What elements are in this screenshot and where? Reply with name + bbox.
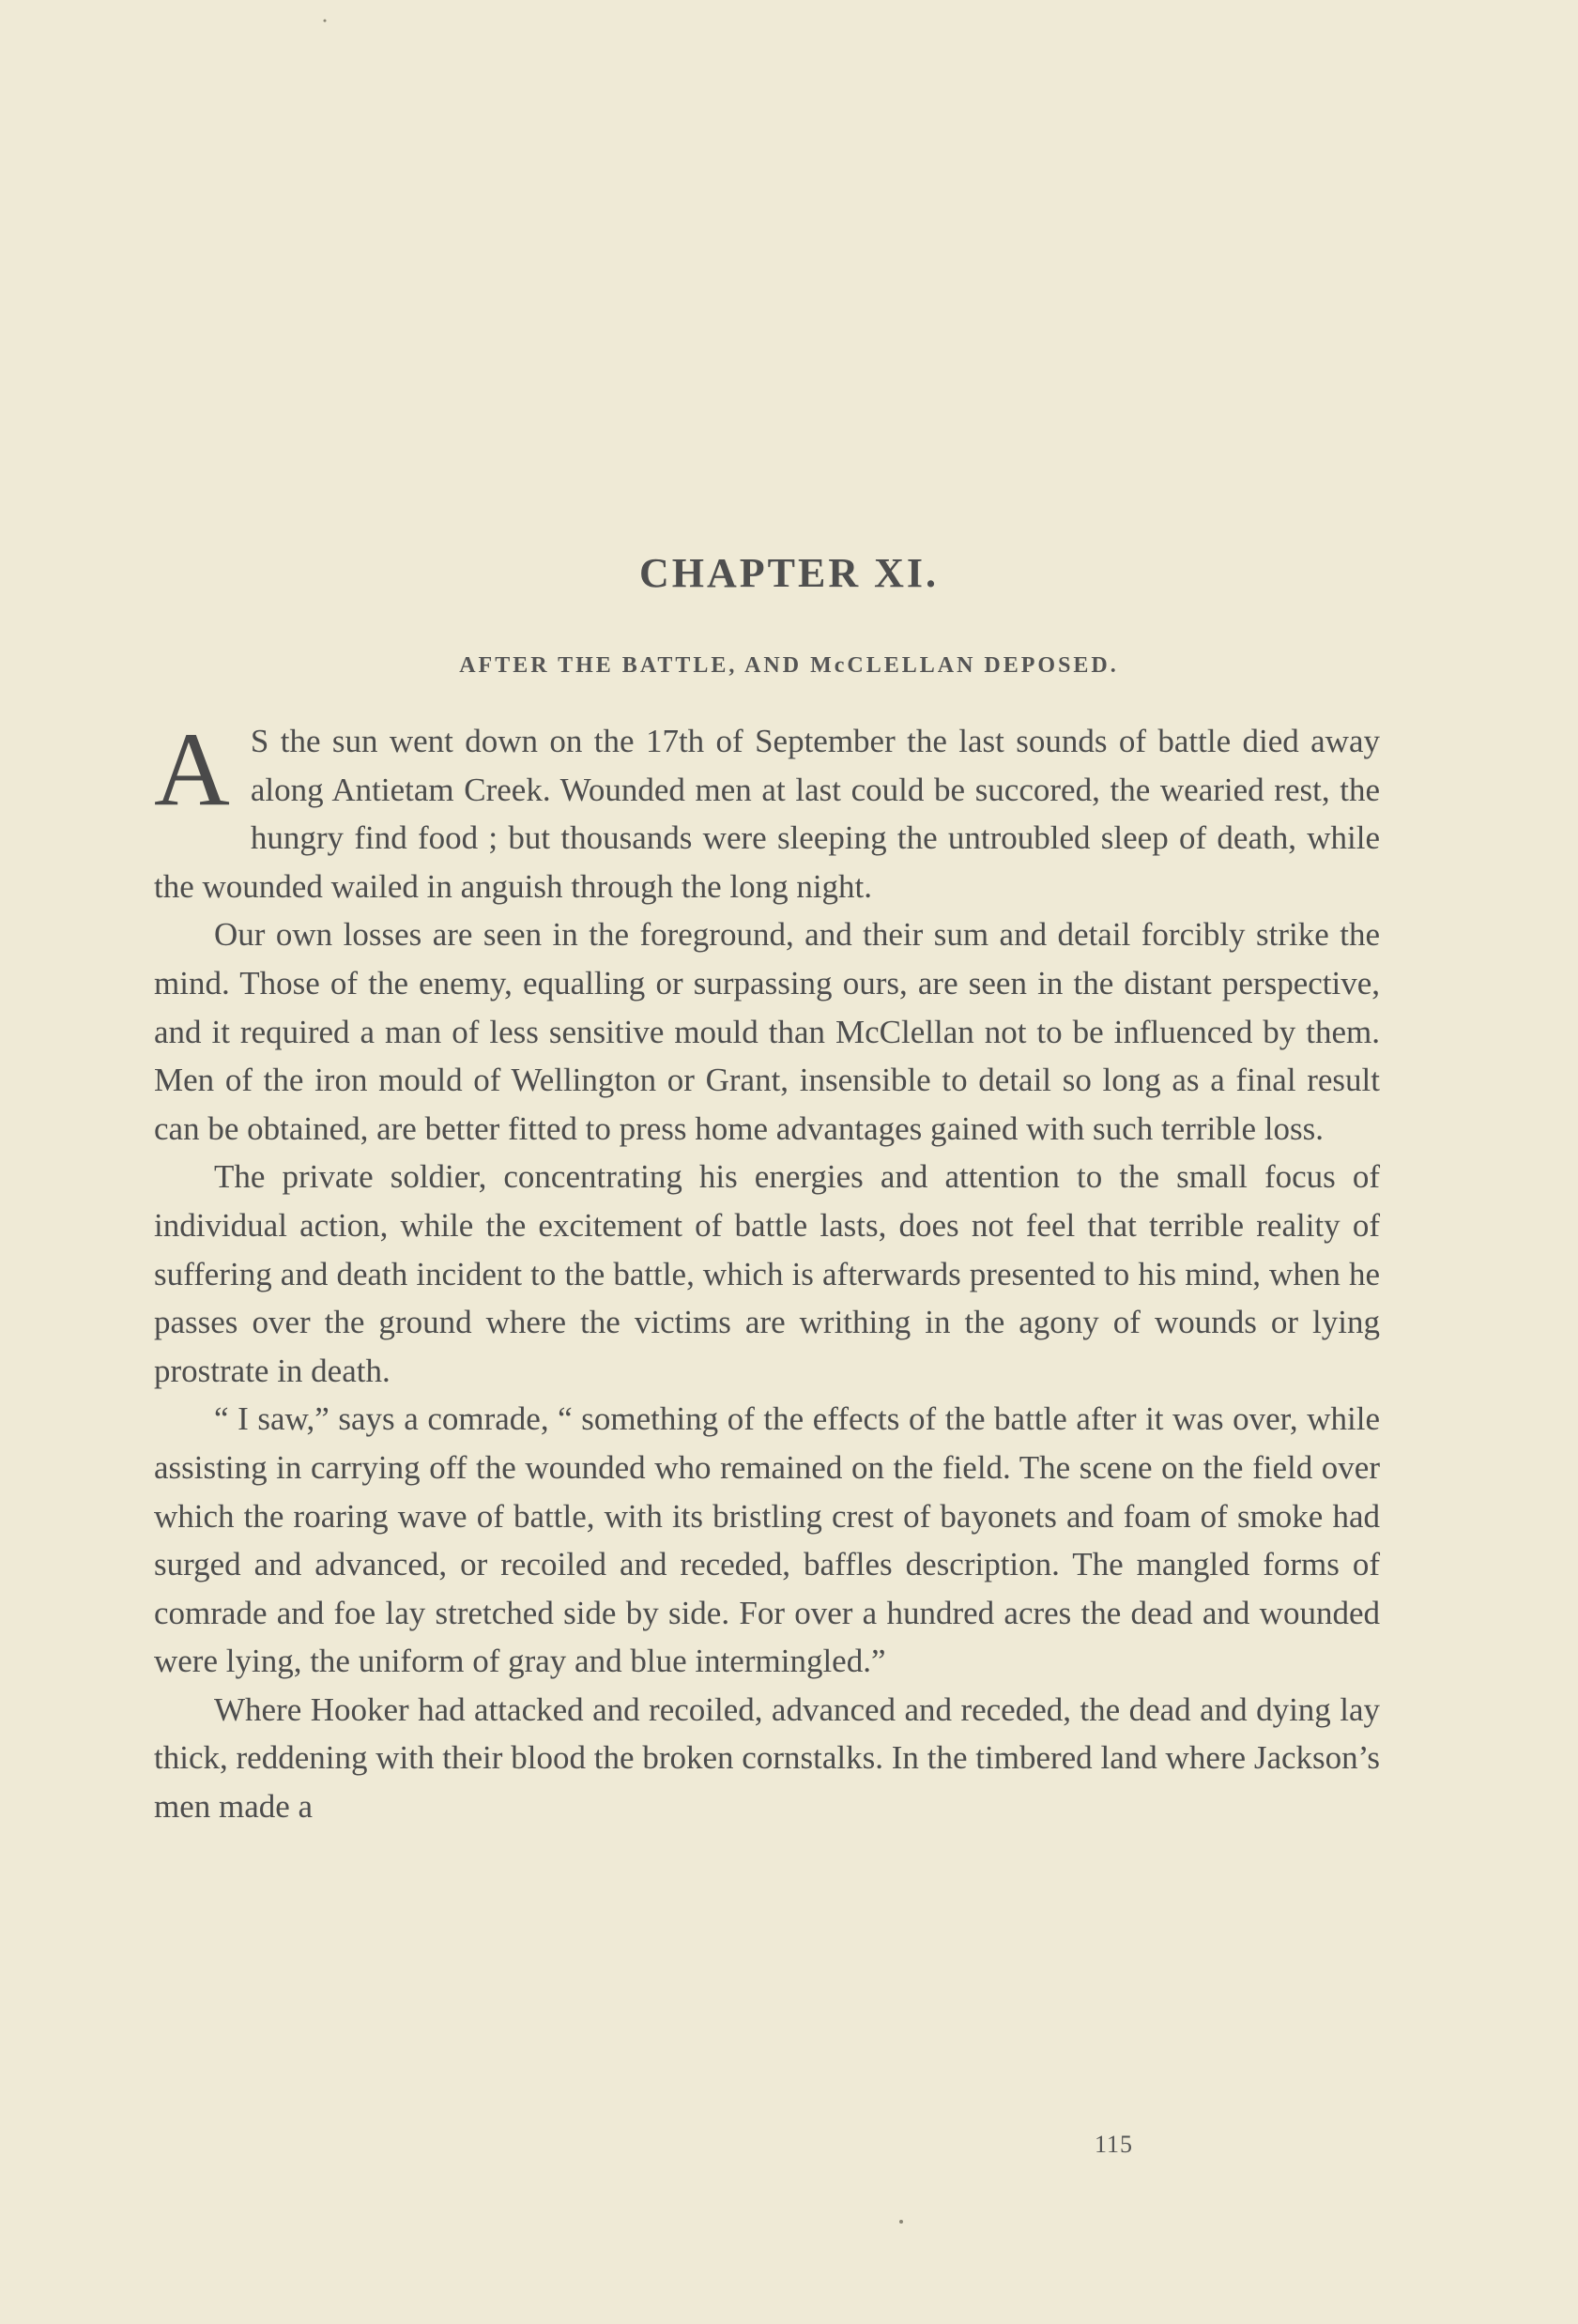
drop-cap: A xyxy=(154,711,230,828)
paragraph-5: Where Hooker had attacked and recoiled, advanced and receded, the dead and dying lay thick, reddening with their blood the broken cornstalks. In the timbered land where Jackson’s men made a xyxy=(154,1690,1380,1826)
paragraph-2: Our own losses are seen in the foreground, and their sum and detail forcibly strike the mind. Those of the enemy, equalling or surpassing ours, are seen in the distant perspective, and it required a man of less sensitive mould than McClellan not to be influenced by them. Men of the iron mould of Wellington or Grant, insensible to detail so long as a final result can be obtained, are better fitted to press home advantages gained with such terrible loss. xyxy=(154,916,1380,1147)
chapter-subtitle: AFTER THE BATTLE, AND McCLELLAN DEPOSED. xyxy=(459,652,1119,678)
paragraph-1 xyxy=(154,711,1380,910)
paragraph-4: “ I saw,” says a comrade, “ something of the effects of the battle after it was over, while assisting in carrying off the wounded who remained on the field. The scene on the field over which the roaring wave of battle, with its bristling crest of bayonets and foam of smoke had surged and advanced, or recoiled and receded, baffles description. The mangled forms of comrade and foe lay stretched side by side. For over a hundred acres the dead and wounded were lying, the uniform of gray and blue intermingled.” xyxy=(154,1400,1380,1680)
ink-speck xyxy=(899,2220,903,2224)
ink-speck xyxy=(324,20,327,23)
paragraph-1-text: S the sun went down on the 17th of September the last sounds of battle died away along Antietam Creek. Wounded men at last could be succored, the wearied rest, the hungry find food ; but thousands were sleeping the untroubled sleep of death, while the wounded wailed in anguish through the long night. xyxy=(154,723,1380,905)
chapter-title: CHAPTER XI. xyxy=(638,550,940,597)
paragraph-3: The private soldier, concentrating his energies and attention to the small focus of individual action, while the excitement of battle lasts, does not feel that terrible reality of suffering and death incident to the battle, which is afterwards presented to his mind, when he passes over the ground where the victims are writhing in the agony of wounds or lying prostrate in death. xyxy=(154,1158,1380,1389)
chapter-body xyxy=(154,711,1380,1831)
page-number: 115 xyxy=(1095,2131,1134,2158)
